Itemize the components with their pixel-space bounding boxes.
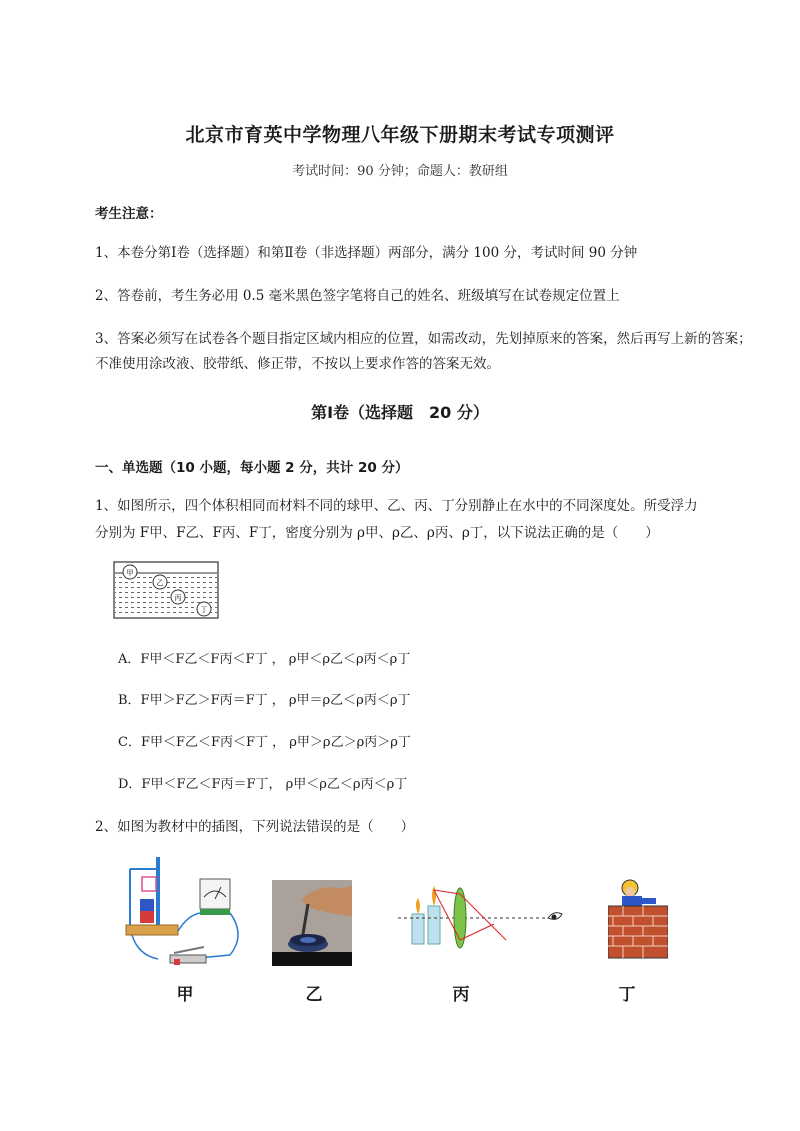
exam-info: 考试时间：90 分钟；命题人：教研组 xyxy=(292,164,508,179)
notice-item-1: 1、本卷分第Ⅰ卷（选择题）和第Ⅱ卷（非选择题）两部分，满分 100 分，考试时间 90 分钟 xyxy=(95,245,638,261)
notice-heading: 考生注意： xyxy=(95,206,163,222)
q2-figure-yi xyxy=(272,880,352,966)
q1-figure-water-tank xyxy=(112,560,222,622)
q1-stem-line1: 1、如图所示，四个体积相同而材料不同的球甲、乙、丙、丁分别静止在水中的不同深度处。所受浮力 xyxy=(95,498,698,514)
q2-figure-bing xyxy=(398,880,570,952)
ball-ding xyxy=(197,602,211,616)
part-title: 一、单选题（10 小题，每小题 2 分，共计 20 分） xyxy=(95,460,409,476)
q1-option-b[interactable]: B．F甲＞F乙＞F丙＝F丁 ， ρ甲＝ρ乙＜ρ丙＜ρ丁 xyxy=(118,693,411,708)
q2-figure-label-ding: 丁 xyxy=(618,985,636,1005)
q1-option-a[interactable]: A．F甲＜F乙＜F丙＜F丁 ， ρ甲＜ρ乙＜ρ丙＜ρ丁 xyxy=(118,652,411,667)
q2-stem: 2、如图为教材中的插图，下列说法错误的是（ ） xyxy=(95,819,415,835)
q1-stem-line2: 分别为 F甲、F乙、F丙、F丁，密度分别为 ρ甲、ρ乙、ρ丙、ρ丁，以下说法正确的是（ ） xyxy=(95,525,659,541)
q1-option-c[interactable]: C．F甲＜F乙＜F丙＜F丁 ， ρ甲＞ρ乙＞ρ丙＞ρ丁 xyxy=(118,735,411,750)
section-title: 第Ⅰ卷（选择题 20 分） xyxy=(311,403,489,422)
ball-bing xyxy=(171,590,185,604)
ball-jia-label: 甲 xyxy=(126,569,134,577)
ball-yi-label: 乙 xyxy=(156,579,164,587)
q2-figure-label-bing: 丙 xyxy=(452,985,470,1005)
ball-ding-label: 丁 xyxy=(200,606,208,614)
q2-figure-jia xyxy=(118,855,248,970)
q2-figure-label-jia: 甲 xyxy=(176,985,194,1005)
q2-figure-ding xyxy=(608,876,668,960)
ball-yi xyxy=(153,575,167,589)
page-title: 北京市育英中学物理八年级下册期末考试专项测评 xyxy=(185,124,615,146)
notice-item-3: 3、答案必须写在试卷各个题目指定区域内相应的位置，如需改动，先划掉原来的答案，然后再写上新的答案；不准使用涂改液、胶带纸、修正带，不按以上要求作答的答案无效。 xyxy=(95,331,752,372)
ball-bing-label: 丙 xyxy=(174,594,182,602)
ball-jia xyxy=(123,565,137,579)
q1-option-d[interactable]: D．F甲＜F乙＜F丙＝F丁， ρ甲＜ρ乙＜ρ丙＜ρ丁 xyxy=(118,777,408,792)
notice-item-2: 2、答卷前，考生务必用 0.5 毫米黑色签字笔将自己的姓名、班级填写在试卷规定位置上 xyxy=(95,288,620,304)
q2-figure-label-yi: 乙 xyxy=(305,985,323,1005)
